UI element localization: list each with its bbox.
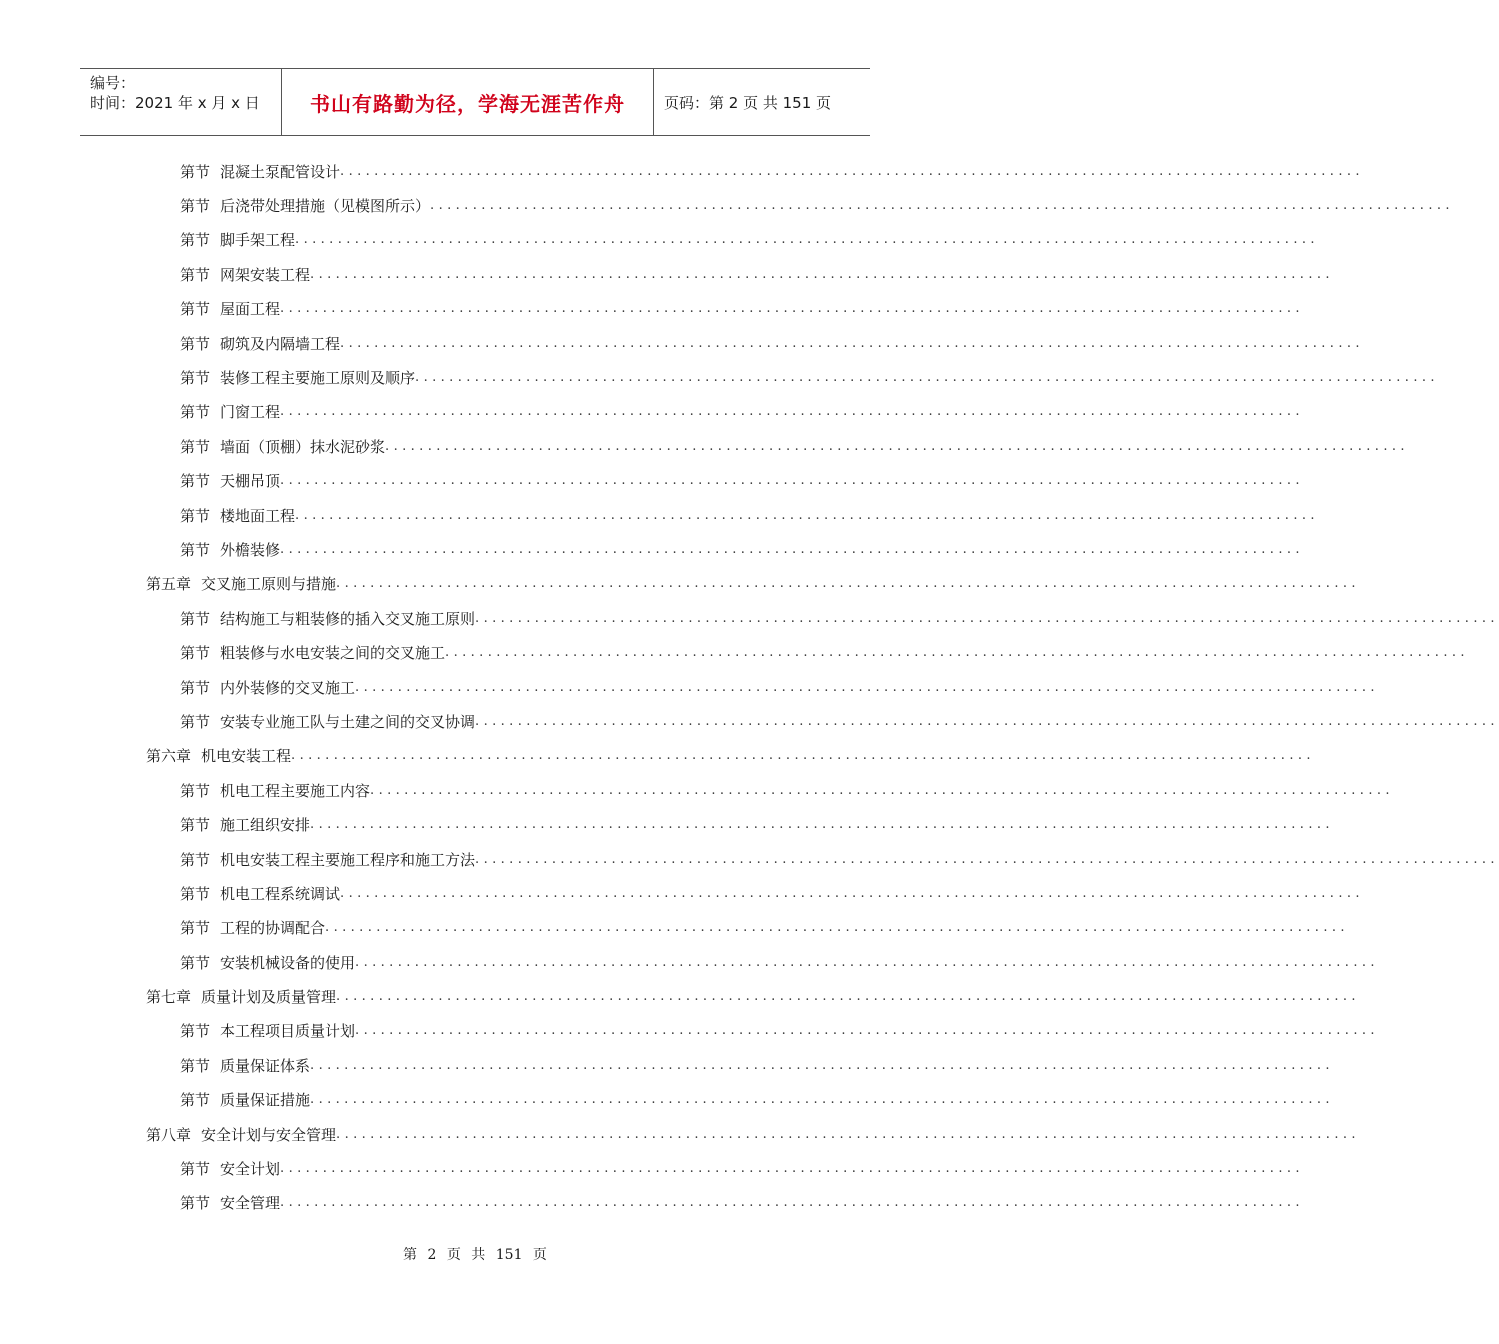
toc-dot-leader: ........................................................................................................................ (280, 404, 1304, 420)
toc-dot-leader: ........................................................................................................................ (336, 989, 1360, 1005)
toc-entry-prefix: 第节 (180, 540, 211, 559)
toc-dot-leader: ........................................................................................................................ (310, 1092, 1334, 1108)
toc-entry-title: 机电安装工程 (201, 747, 292, 766)
toc-section-entry[interactable] (0, 188, 1454, 222)
toc-entry-title: 机电工程主要施工内容 (220, 781, 371, 800)
toc-section-entry[interactable] (0, 945, 1379, 979)
toc-section-entry[interactable] (0, 807, 1334, 841)
toc-entry-prefix: 第节 (180, 162, 211, 181)
toc-entry-title: 网架安装工程 (220, 265, 311, 284)
toc-chapter-entry[interactable] (0, 979, 1360, 1013)
toc-section-entry[interactable] (0, 429, 1409, 463)
toc-entry-title: 墙面（顶棚）抹水泥砂浆 (220, 437, 386, 456)
toc-entry-title: 施工组织安排 (220, 816, 311, 835)
toc-section-entry[interactable] (0, 670, 1379, 704)
toc-entry-title: 脚手架工程 (220, 231, 296, 250)
toc-entry-prefix: 第节 (180, 300, 211, 319)
toc-dot-leader: ........................................................................................................................ (385, 438, 1409, 454)
toc-section-entry[interactable] (0, 704, 1499, 738)
toc-section-entry[interactable] (0, 1048, 1334, 1082)
toc-entry-prefix: 第六章 (146, 747, 192, 766)
toc-entry-prefix: 第节 (180, 334, 211, 353)
toc-section-entry[interactable] (0, 601, 1499, 635)
toc-entry-prefix: 第节 (180, 678, 211, 697)
toc-entry-prefix: 第节 (180, 712, 211, 731)
toc-section-entry[interactable] (0, 292, 1304, 326)
toc-entry-prefix: 第五章 (146, 575, 192, 594)
toc-entry-title: 楼地面工程 (220, 506, 296, 525)
toc-entry-title: 砌筑及内隔墙工程 (220, 334, 341, 353)
toc-dot-leader: ........................................................................................................................ (355, 679, 1379, 695)
toc-dot-leader: ........................................................................................................................ (475, 713, 1499, 729)
toc-dot-leader: ........................................................................................................................ (325, 920, 1349, 936)
toc-entry-title: 安装专业施工队与土建之间的交叉协调 (220, 712, 476, 731)
toc-entry-prefix: 第节 (180, 265, 211, 284)
toc-dot-leader: ........................................................................................................................ (340, 885, 1364, 901)
toc-entry-prefix: 第节 (180, 472, 211, 491)
toc-section-entry[interactable] (0, 1014, 1379, 1048)
toc-entry-title: 工程的协调配合 (220, 919, 326, 938)
toc-dot-leader: ........................................................................................................................ (280, 1195, 1304, 1211)
toc-dot-leader: ........................................................................................................................ (340, 163, 1364, 179)
toc-entry-title: 机电安装工程主要施工程序和施工方法 (220, 850, 476, 869)
toc-entry-prefix: 第节 (180, 506, 211, 525)
toc-entry-prefix: 第七章 (146, 988, 192, 1007)
toc-dot-leader: ........................................................................................................................ (291, 748, 1315, 764)
toc-entry-title: 混凝土泵配管设计 (220, 162, 341, 181)
toc-dot-leader: ........................................................................................................................ (280, 1161, 1304, 1177)
toc-dot-leader: ........................................................................................................................ (355, 1023, 1379, 1039)
toc-entry-title: 安全计划 (220, 1160, 281, 1179)
header-page-label: 页码：第 2 页 共 151 页 (664, 93, 832, 112)
toc-dot-leader: ........................................................................................................................ (310, 266, 1334, 282)
toc-dot-leader: ........................................................................................................................ (280, 473, 1304, 489)
toc-section-entry[interactable] (0, 395, 1304, 429)
header-motto: 书山有路勤为径，学海无涯苦作舟 (282, 69, 654, 135)
toc-section-entry[interactable] (0, 635, 1469, 669)
toc-entry-prefix: 第节 (180, 1194, 211, 1213)
toc-dot-leader: ........................................................................................................................ (475, 610, 1499, 626)
toc-entry-prefix: 第节 (180, 644, 211, 663)
toc-entry-prefix: 第节 (180, 403, 211, 422)
toc-entry-title: 质量计划及质量管理 (201, 988, 337, 1007)
toc-section-entry[interactable] (0, 154, 1364, 188)
toc-entry-title: 结构施工与粗装修的插入交叉施工原则 (220, 609, 476, 628)
toc-section-entry[interactable] (0, 498, 1319, 532)
toc-dot-leader: ........................................................................................................................ (370, 782, 1394, 798)
table-of-contents (0, 154, 1499, 1220)
toc-entry-title: 本工程项目质量计划 (220, 1022, 356, 1041)
toc-entry-prefix: 第节 (180, 369, 211, 388)
toc-dot-leader: ........................................................................................................................ (475, 851, 1499, 867)
toc-dot-leader: ........................................................................................................................ (310, 817, 1334, 833)
date-label: 时间：2021 年 x 月 x 日 (90, 94, 260, 112)
toc-entry-prefix: 第节 (180, 850, 211, 869)
toc-entry-title: 安全计划与安全管理 (201, 1125, 337, 1144)
toc-dot-leader: ........................................................................................................................ (340, 335, 1364, 351)
toc-entry-title: 交叉施工原则与措施 (201, 575, 337, 594)
toc-section-entry[interactable] (0, 842, 1499, 876)
toc-entry-prefix: 第节 (180, 884, 211, 903)
toc-dot-leader: ........................................................................................................................ (280, 301, 1304, 317)
toc-dot-leader: ........................................................................................................................ (280, 541, 1304, 557)
toc-dot-leader: ........................................................................................................................ (310, 1057, 1334, 1073)
toc-entry-title: 内外装修的交叉施工 (220, 678, 356, 697)
toc-dot-leader: ........................................................................................................................ (430, 198, 1454, 214)
toc-dot-leader: ........................................................................................................................ (445, 645, 1469, 661)
toc-dot-leader: ........................................................................................................................ (295, 232, 1319, 248)
toc-entry-title: 安全管理 (220, 1194, 281, 1213)
toc-section-entry[interactable] (0, 326, 1364, 360)
toc-entry-title: 装修工程主要施工原则及顺序 (220, 369, 416, 388)
toc-section-entry[interactable] (0, 464, 1304, 498)
toc-entry-prefix: 第节 (180, 609, 211, 628)
toc-dot-leader: ........................................................................................................................ (415, 370, 1439, 386)
toc-entry-title: 后浇带处理措施（见模图所示） (220, 197, 431, 216)
toc-entry-prefix: 第节 (180, 1056, 211, 1075)
toc-entry-title: 门窗工程 (220, 403, 281, 422)
toc-dot-leader: ........................................................................................................................ (336, 1126, 1360, 1142)
number-label: 编号： (90, 74, 136, 92)
header-info (80, 69, 282, 135)
toc-chapter-entry[interactable] (0, 567, 1360, 601)
toc-section-entry[interactable] (0, 1186, 1304, 1220)
toc-entry-prefix: 第节 (180, 953, 211, 972)
toc-section-entry[interactable] (0, 876, 1364, 910)
toc-section-entry[interactable] (0, 911, 1349, 945)
toc-entry-title: 质量保证体系 (220, 1056, 311, 1075)
toc-dot-leader: ........................................................................................................................ (336, 576, 1360, 592)
toc-entry-prefix: 第节 (180, 919, 211, 938)
toc-entry-prefix: 第节 (180, 1022, 211, 1041)
document-header (80, 68, 870, 136)
toc-entry-title: 粗装修与水电安装之间的交叉施工 (220, 644, 446, 663)
toc-section-entry[interactable] (0, 773, 1394, 807)
toc-section-entry[interactable] (0, 1151, 1304, 1185)
toc-entry-prefix: 第节 (180, 816, 211, 835)
toc-entry-prefix: 第节 (180, 1160, 211, 1179)
toc-entry-prefix: 第八章 (146, 1125, 192, 1144)
toc-entry-title: 质量保证措施 (220, 1091, 311, 1110)
toc-entry-title: 天棚吊顶 (220, 472, 281, 491)
page-footer: 第 2 页 共 151 页 (403, 1247, 547, 1263)
toc-entry-prefix: 第节 (180, 1091, 211, 1110)
toc-dot-leader: ........................................................................................................................ (295, 507, 1319, 523)
toc-section-entry[interactable] (0, 532, 1304, 566)
toc-entry-title: 屋面工程 (220, 300, 281, 319)
toc-section-entry[interactable] (0, 1083, 1334, 1117)
toc-entry-title: 机电工程系统调试 (220, 884, 341, 903)
toc-section-entry[interactable] (0, 257, 1334, 291)
toc-section-entry[interactable] (0, 223, 1319, 257)
toc-entry-prefix: 第节 (180, 231, 211, 250)
toc-entry-prefix: 第节 (180, 197, 211, 216)
toc-dot-leader: ........................................................................................................................ (355, 954, 1379, 970)
toc-entry-title: 外檐装修 (220, 540, 281, 559)
toc-entry-title: 安装机械设备的使用 (220, 953, 356, 972)
toc-chapter-entry[interactable] (0, 739, 1315, 773)
toc-chapter-entry[interactable] (0, 1117, 1360, 1151)
toc-entry-prefix: 第节 (180, 437, 211, 456)
toc-section-entry[interactable] (0, 360, 1439, 394)
toc-entry-prefix: 第节 (180, 781, 211, 800)
